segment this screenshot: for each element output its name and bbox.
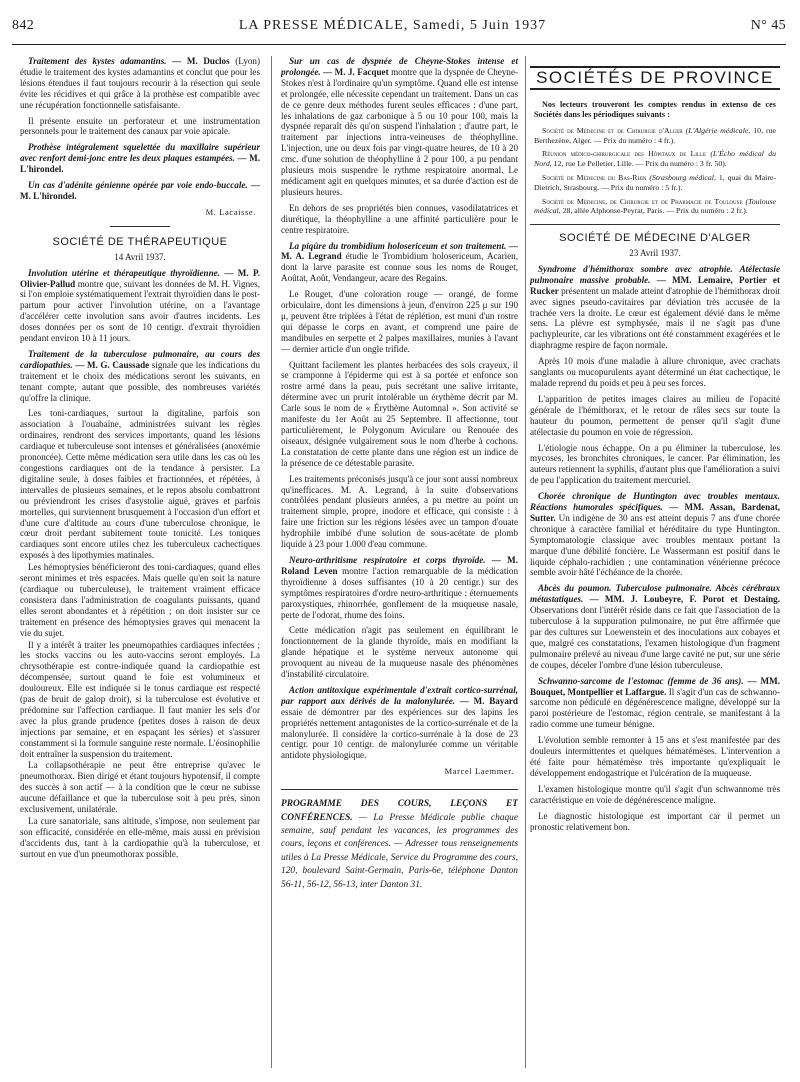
article-text: Il s'agit d'un cas de schwanno-sarcome non pédiculé en dégénérescence maligne, développé sur la paroi postérieure de l'estomac, région centrale, se manifestant à la radio comme une tumeur bénigne. [530, 686, 780, 730]
article-text: Le diagnostic histologique est important car il permet un pronostic relativement bon. [530, 810, 780, 832]
society-name: Société de Médecine du Bas-Rhin [542, 172, 647, 182]
article-title: Involution utérine et thérapeutique thyroïdienne. [28, 267, 220, 278]
article-text: L'étiologie nous échappe. On a pu éliminer la tuberculose, les mycoses, les bronchites chroniques, le cancer. Par élimination, les auteurs retiennent la syphilis, d'autant plus que l'amélioration a suivi de peu l'application du traitement mercuriel. [530, 442, 780, 486]
header-rule [12, 44, 786, 45]
article-title: La piqûre du trombidium holosericeum et son traitement. [289, 240, 507, 251]
article-title: Traitement de la tuberculose pulmonaire, au cours des cardiopathies. [20, 348, 260, 370]
article-author: — MM. Lemaire, Portier et Rucker [530, 274, 780, 296]
article [281, 56, 518, 198]
separator [110, 226, 170, 227]
article-text: En dehors de ses propriétés bien connues, vasodilatatrices et diurétique, la théophylline a une affinité particulière pour le centre respiratoire. [281, 202, 518, 235]
society-name: Société de Médecine, de Chirurgie et de Pharmacie de Toulouse [542, 196, 743, 206]
column-divider [525, 56, 526, 1068]
article-text: Quittant facilement les plantes herbacées des sols crayeux, il se cramponne à l'épiderme qui est à sa portée et enfonce son rostre armé dans la peau, puis secrétant une salive irritante, détermine avec un prurit intolérable un érythème décrit par M. Carle sous le nom de « Érythème Automnal ». Son activité se manifeste du 1er Août au 25 Septembre. Il affectionne, tout particulièrement, le Polygonum Aviculare ou Renouée des oiseaux, désignée vulgairement sous le nom d'herbe à cochons. La constatation de cette plante dans une région est un indice de la présence de ce détestable parasite. [281, 359, 518, 468]
article [20, 180, 260, 202]
society-journal: (Toulouse médical, [534, 196, 777, 216]
article [530, 676, 780, 731]
journal-title: LA PRESSE MÉDICALE, Samedi, 5 Juin 1937 [238, 18, 547, 33]
article-text: Un indigène de 30 ans est atteint depuis 7 ans d'une chorée chronique à caractère familial et héréditaire du type Huntington. Symptomatologie classique avec troubles mentaux portant la marque d'une débilité foncière. Le Wassermann est positif dans le liquide céphalo-rachidien ; une contamination vénérienne précoce semble avoir hâté l'échéance de la chorée. [530, 512, 780, 578]
article-text: L'apparition de petites images claires au milieu de l'opacité générale de l'hémithorax, et le retour de râles secs sur toute la hauteur du poumon, permettent de penser qu'il s'agit d'une atélectasie du poumon en voie de régression. [530, 393, 780, 437]
article-text: L'examen histologique montre qu'il s'agit d'un schwannome très caractéristique en voie de dégénérescence maligne. [530, 783, 780, 805]
article [281, 474, 518, 550]
article [530, 583, 780, 670]
article-author: — MM. J. Loubeyre, F. Porot et Destaing. [583, 594, 780, 605]
society-address: 28, allée Alphonse-Peyrat, Paris. — Prix du numéro : 2 fr.). [560, 206, 748, 216]
article-author: — MM. Bouquet, Montpellier et Laffargue. [530, 675, 780, 697]
society-entry [534, 173, 776, 193]
article-text: Après 10 mois d'une maladie à allure chronique, avec crachats sanglants ou mucopurulents ayant déterminé un état cachectique, le malade reprend du poids et peu à peu ses forces. [530, 356, 780, 388]
signature: Marcel Laemmer. [444, 766, 514, 777]
article [530, 394, 780, 438]
article-text: présentent un malade atteint d'atrophie de l'hémithorax droit avec signes pseudo-cavitaires par déviation très accusée de la trachée vers la droite. Le cœur est également dévié dans le même sens. La plèvre est symphysée, mais il ne s'agit pas d'une pachypleurite, car les vibrations ont été constamment exagérées et le diaphragme respire de façon normale. [530, 285, 780, 351]
article-author: — M. P. Olivier-Pallud [20, 267, 260, 289]
article-title: Un cas d'adénite génienne opérée par voie endo-buccale. [28, 180, 248, 191]
article-author: — M. Bayard [455, 695, 518, 706]
article [20, 116, 260, 138]
article-title: Abcès du poumon. Tuberculose pulmonaire. Abcès cérébraux métastatiques. [530, 583, 780, 605]
article [530, 491, 780, 578]
article-text: Cette médication n'agit pas seulement en équilibrant le fonctionnement de la glande thyroïde, mais en modifiant la glande hépatique et le système nerveux autonome qui provoquent au niveau de la muqueuse nasale des phénomènes d'instabilité circulatoire. [281, 625, 518, 680]
article [20, 142, 260, 175]
paragraph: Il y a intérêt à traiter les pneumopathies cardiaques infectées ; les stocks vaccins ou les auto-vaccins seront employés. La chrysothérapie est contre-indiquée quand la cardiopathie est décompensée, surtout quand le foie est volumineux et douloureux. Elle est indiquée si le tonus cardiaque est respecté (pas de bruit de galop droit), si la tuberculose est évolutive et prédomine sur l'affection cardiaque. Il faut manier les sels d'or avec la plus grande prudence (petites doses à raison de deux injections par semaine, et en espaçant les séries) et s'assurer constamment si la formule sanguine reste normale. L'éosinophilie doit entraîner la suspension du traitement. [20, 639, 260, 759]
section-date: 23 Avril 1937. [629, 248, 681, 258]
signature: M. Lacaisse. [205, 206, 256, 217]
society-address: 10, rue Berthezène, Alger. — Prix du numéro : 4 fr.). [534, 125, 776, 145]
society-entry [534, 197, 776, 217]
article [281, 685, 518, 761]
article-text: Il présente ensuite un perforateur et une instrumentation personnels pour le traitement des canaux par voie apicale. [20, 115, 260, 137]
article [281, 289, 518, 354]
article [530, 784, 780, 806]
society-journal: (Strasbourg médical, [646, 172, 716, 182]
paragraph: Les toni-cardiaques, surtout la digitaline, parfois son association à l'ouabaïne, administrées suivant les règles ordinaires, rendront des services importants, quand les lésions cardiaque et tuberculeuse sont intenses et généralisées (anoxémie prononcée). Cette même médication sera utile dans les cas où les congestions cardiaques ont de la tendance à persister. La digitaline seule, à doses faibles et fractionnées, et répétées, à intervalles de plusieurs semaines, et le repos absolu combattront ou préviendront les crises d'asystolie aiguë, graves et parfois mortelles, qui surviennent brusquement à l'occasion d'un effort et d'une cure d'altitude au cours d'une tuberculose chronique, le cœur droit perdant subitement toute tonicité. Les toniques cardiaques sont encore utiles chez les tuberculeux cachectiques exposés à des lipothymies matinales. [20, 408, 260, 561]
article-text: Les traitements préconisés jusqu'à ce jour sont aussi nombreux qu'inefficaces. M. A. Legrand, à la suite d'observations contrôlées pendant plusieurs années, a pu mettre au point un traitement simple, propre, inodore et efficace, qui consiste : à faire une friction sur les régions lésées avec un tampon d'ouate hydrophile imbibé d'une solution de sous-acétate de plomb liquide à 23 pour 1.000 d'eau commune. [281, 473, 518, 550]
article [281, 360, 518, 469]
article-text: montre que, suivant les données de M. H. Vignes, si l'on emploie systématiquement l'extrait thyroïdien dans le post-partum pour activer l'involution utérine, on a l'avantage d'accélérer cette involution sans avoir d'autres incidents. Les doses données per os sont de 10 centigr. d'extrait thyroïdien pendant environ 10 à 11 jours. [20, 278, 260, 344]
section-date: 14 Avril 1937. [114, 251, 166, 262]
article [281, 203, 518, 236]
article-author: — M. J. Facquet [320, 66, 389, 77]
article [281, 555, 518, 620]
article-title: Syndrome d'hémithorax sombre avec atrophie. Atélectasie pulmonaire massive probable. [530, 263, 780, 285]
section-title: SOCIÉTÉ DE THÉRAPEUTIQUE [52, 235, 228, 248]
article-text: L'évolution semble remonter à 15 ans et s'est manifestée par des douleurs intermittentes et quelques hématémèses. L'intervention a été faite pour hématémèse très importante qu'expliquait le développement endogastrique et l'ulcération de la muqueuse. [530, 735, 780, 778]
article-author: — M. G. Caussade [72, 359, 150, 370]
article [20, 56, 260, 111]
article-title: Sur un cas de dyspnée de Cheyne-Stokes intense et prolongée. [281, 56, 518, 77]
article-author: — M. A. Legrand [281, 240, 518, 262]
article [20, 349, 260, 404]
article-author: — M. L'hirondel. [20, 153, 260, 175]
article-title: Schwanno-sarcome de l'estomac (femme de 36 ans). [538, 675, 744, 686]
article-title: Prothèse intégralement squelettée du maxillaire supérieur avec renfort demi-jonc entre les deux plaques estampées. [20, 142, 260, 164]
article-title: Neuro-arthritisme respiratoire et corps thyroïde. [289, 554, 486, 565]
issue-number: N° 45 [750, 18, 786, 33]
article [20, 268, 260, 344]
province-title: SOCIÉTÉS DE PROVINCE [536, 68, 774, 87]
program-text: — La Presse Médicale publie chaque semaine, sauf pendant les vacances, les programmes des cours, leçons et conférences. — Adresser tous renseignements utiles à La Presse Médicale, Service du Programme des cours, 120, boulevard Saint-Germain, Paris-6e, téléphone Danton 56-11, 56-12, 56-13, inter Danton 31. [281, 812, 518, 890]
article-text: (Lyon) étudie le traitement des kystes adamantins et conclut que pour les lésions étendues il faut toujours recourir à la résection qui seule évite les récidives et qui grâce à la prothèse est compatible avec une récupération fonctionnelle satisfaisante. [20, 56, 260, 110]
section-title: SOCIÉTÉ DE MÉDECINE D'ALGER [559, 232, 751, 245]
therapeutics-articles [20, 268, 260, 404]
article-body [20, 408, 260, 859]
program-title: PROGRAMME DES COURS, LEÇONS ET CONFÉRENCES. [281, 799, 518, 823]
society-journal: (L'Algérie médicale, [682, 125, 751, 135]
article [281, 625, 518, 680]
article-text: étudie le Trombidium holosericeum, Acarien, dont la larve parasite est connue sous les noms de Rouget, Aoûtat, Août, Vendangeur, acare des Regains. [281, 251, 518, 284]
society-address: 12, rue Le Pelletier, Lille. — Prix du numéro : 3 fr. 50). [551, 159, 727, 169]
article [530, 443, 780, 487]
column-left [20, 56, 260, 1071]
separator [530, 224, 780, 225]
column-right [530, 56, 780, 1071]
article-title: Chorée chronique de Huntington avec troubles mentaux. Réactions humorales spécifiques. [530, 491, 780, 513]
article-author: — M. Duclos [166, 56, 230, 66]
society-entry [534, 149, 776, 169]
article-title: Traitement des kystes adamantins. [28, 56, 167, 66]
article [281, 241, 518, 285]
society-journal: (L'Écho médical du Nord, [534, 149, 776, 169]
article-text: signale que les indications du traitement et le choix des médications seront les suivants, en tenant compte, autant que possible, des nombreuses variétés qu'offre la clinique. [20, 359, 260, 403]
society-list [530, 126, 780, 216]
alger-articles [530, 264, 780, 833]
society-address: 1, quai du Maire-Dietrich, Strasbourg. — Prix du numéro : 5 fr.). [534, 172, 776, 192]
therapeutics-articles-continued [281, 56, 518, 761]
dental-reports [20, 56, 260, 202]
column-divider [271, 56, 272, 1068]
column-middle [281, 56, 518, 1071]
society-name: Société de Médecine et de Chirurgie d'Alger [542, 125, 683, 135]
article-text: Le Rouget, d'une coloration rouge — orangé, de forme orbiculaire, dont les dimensions à jeun, d'environ 225 μ sur 190 μ, peuvent être triplées à l'état de réplétion, est muni d'un rostre qui dépasse le corps en avant, et comprend une paire de mandibules en serpette et 2 palpes maxillaires, munies à l'avant — dernier article d'un ongle trifide. [281, 289, 518, 354]
article-text: Observations dont l'intérêt réside dans ce fait que l'association de la tuberculose à la suppuration pulmonaire, ne put être affirmée que par des cultures sur Loewenstein et des inoculations aux cobayes et que, malgré ces constatations, l'examen histologique d'un fragment pulmonaire prélevé au niveau d'une large cavité ne put, sur une série de coupes, déceler l'ombre d'une lésion tuberculeuse. [530, 605, 780, 670]
province-intro: Nos lecteurs trouveront les comptes rendus in extenso de ces Sociétés dans les périodiques suivants : [534, 99, 776, 119]
paragraph: La collapsothérapie ne peut être entreprise qu'avec le pneumothorax. Bien dirigé et étant toujours hypotensif, il compte des succès à son actif — à la condition que le cœur ne subisse aucune défaillance et que la tuberculose soit à peu près, sinon exclusivement, unilatérale. [20, 760, 260, 815]
article-text: montre que la dyspnée de Cheyne-Stokes n'est à l'ordinaire qu'un symptôme. Quand elle est intense et prolongée, elle nécessite cependant un traitement. Dans un cas de ce genre deux méthodes furent seules efficaces : d'une part, les inhalations de gaz carbonique à 5 ou 10 pour 100, mais la dyspnée reparaît dès qu'on suspend l'inhalation ; d'autre part, le traitement par injections intra-veineuses de théophylline. L'injection, une ou deux fois par vingt-quatre heures, de 10 à 20 cmc. d'une solution de théophylline à 2 pour 100, a pu pendant plusieurs mois suspendre le rythme respiratoire anormal. Le médicament agit en quelques minutes, et sa durée d'action est de plusieurs heures. [281, 66, 518, 197]
page-header [12, 18, 786, 40]
paragraph: La cure sanatoriale, sans altitude, s'impose, non seulement par son efficacité, considérée en elle-même, mais aussi en prévision d'accidents dus, tant à la cardiopathie qu'à la tuberculose, et surtout en vue d'un pneumothorax possible. [20, 816, 260, 859]
article-title: Action antitoxique expérimentale d'extrait cortico-surrénal, par rapport aux dérivés de la malonylurée. [281, 684, 518, 706]
program-notice [281, 789, 518, 892]
article-author: — M. Roland Leven [281, 554, 518, 576]
society-name: Réunion médico-chirurgicale des Hôpitaux de Lille [542, 149, 707, 159]
article-text: essaie de démontrer par des expériences sur des lapins les propriétés nettement antagonistes de la cortico-surrénale et de la malonylurée. Il considère la cortico-surrénale à la dose de 23 centigr. pour 10 centigr. de malonylurée comme un véritable antidote physiologique. [281, 706, 518, 761]
province-banner [530, 66, 780, 90]
article [530, 735, 780, 779]
society-entry [534, 126, 776, 146]
page-number: 842 [12, 18, 35, 33]
article [530, 264, 780, 351]
article-text: montre l'action remarquable de la médication thyroïdienne à doses suffisantes (10 à 20 centigr.) sur des symptômes respiratoires d'ordre neuro-arthritique : éternuements paroxystiques, rhinorrhée, gonflement de la muqueuse nasale, perte de l'odorat, rhume des foins. [281, 565, 518, 620]
article [530, 356, 780, 389]
article [530, 811, 780, 833]
article-author: — M. L'hirondel. [20, 180, 260, 201]
article-author: — MM. Assan, Bardenat, Sutter. [530, 502, 780, 523]
paragraph: Les hémoptysies bénéficieront des toni-cardiaques, quand elles seront minimes et très espacées. Mais quelle qu'en soit la nature (cardiaque ou tuberculeuse), le traitement vraiment efficace consistera dans l'administration de coagulants puissants, quand elles seront abondantes et à répétition ; on doit insister sur ce traitement en présence des hémoptysies graves qui menacent la vie du sujet. [20, 562, 260, 638]
